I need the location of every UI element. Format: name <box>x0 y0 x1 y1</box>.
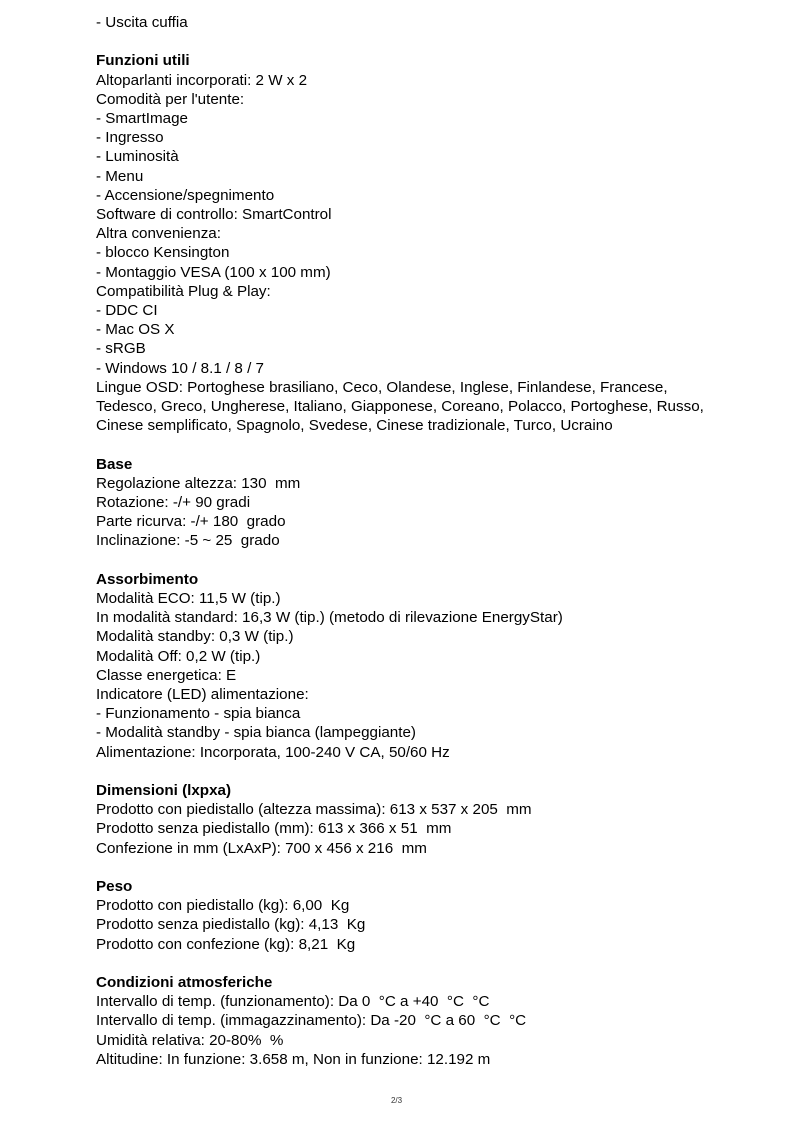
text-line: - Uscita cuffia <box>96 14 188 31</box>
blank-line <box>96 762 776 781</box>
text-line: Compatibilità Plug & Play: <box>96 282 271 300</box>
page-number: 2/3 <box>390 1096 403 1105</box>
section-heading: Assorbimento <box>96 570 199 588</box>
text-line: Altra convenienza: <box>96 225 221 243</box>
text-line: Alimentazione: Incorporata, 100-240 V CA, 50/60 Hz <box>96 743 450 761</box>
text-line: Prodotto con confezione (kg): 8,21 Kg <box>96 935 356 953</box>
document-body <box>96 13 776 1069</box>
text-line: Intervallo di temp. (funzionamento): Da 0 °C a +40 °C °C <box>96 993 490 1011</box>
text-line: Parte ricurva: -/+ 180 grado <box>96 513 286 531</box>
section-heading: Condizioni atmosferiche <box>96 974 273 992</box>
text-line: - SmartImage <box>96 110 188 127</box>
text-line: Comodità per l'utente: <box>96 90 245 108</box>
section-heading: Dimensioni (lxpxa) <box>96 782 232 800</box>
text-line: Altoparlanti incorporati: 2 W x 2 <box>96 71 308 89</box>
text-line: Regolazione altezza: 130 mm <box>96 474 301 492</box>
text-line: - Montaggio VESA (100 x 100 mm) <box>96 263 331 281</box>
text-line: Indicatore (LED) alimentazione: <box>96 686 309 704</box>
text-line: Intervallo di temp. (immagazzinamento): Da -20 °C a 60 °C °C <box>96 1012 527 1030</box>
text-line: Lingue OSD: Portoghese brasiliano, Ceco, Olandese, Inglese, Finlandese, Francese, <box>96 378 668 396</box>
section-heading: Base <box>96 455 133 473</box>
text-line: Tedesco, Greco, Ungherese, Italiano, Giapponese, Coreano, Polacco, Portoghese, Russo, <box>96 398 704 416</box>
blank-line <box>96 435 776 454</box>
text-line: - Accensione/spegnimento <box>96 186 275 204</box>
text-line: Modalità standby: 0,3 W (tip.) <box>96 628 294 646</box>
text-line: Confezione in mm (LxAxP): 700 x 456 x 216 mm <box>96 839 427 857</box>
text-line: Software di controllo: SmartControl <box>96 206 332 224</box>
text-line: Modalità ECO: 11,5 W (tip.) <box>96 590 281 608</box>
text-line: Prodotto con piedistallo (kg): 6,00 Kg <box>96 897 350 915</box>
text-line: - Windows 10 / 8.1 / 8 / 7 <box>96 359 264 377</box>
text-line: - sRGB <box>96 340 146 358</box>
text-line: Prodotto con piedistallo (altezza massima): 613 x 537 x 205 mm <box>96 801 532 819</box>
text-line: - Funzionamento - spia bianca <box>96 705 301 723</box>
text-line: - Mac OS X <box>96 321 175 339</box>
text-line: - Ingresso <box>96 129 164 147</box>
blank-line <box>96 32 776 51</box>
text-line: - DDC CI <box>96 302 158 320</box>
text-line: Modalità Off: 0,2 W (tip.) <box>96 647 261 665</box>
text-line: Altitudine: In funzione: 3.658 m, Non in funzione: 12.192 m <box>96 1050 491 1068</box>
text-line: Classe energetica: E <box>96 666 237 684</box>
blank-line <box>96 858 776 877</box>
section-heading: Peso <box>96 878 133 896</box>
text-line: - Modalità standby - spia bianca (lampeggiante) <box>96 724 416 742</box>
text-line: - blocco Kensington <box>96 244 230 262</box>
text-line: - Menu <box>96 167 144 185</box>
text-line: Prodotto senza piedistallo (mm): 613 x 366 x 51 mm <box>96 820 452 838</box>
text-line: In modalità standard: 16,3 W (tip.) (metodo di rilevazione EnergyStar) <box>96 609 563 627</box>
blank-line <box>96 551 776 570</box>
text-line: Cinese semplificato, Spagnolo, Svedese, Cinese tradizionale, Turco, Ucraino <box>96 417 613 435</box>
text-line: Prodotto senza piedistallo (kg): 4,13 Kg <box>96 916 366 934</box>
text-line: Inclinazione: -5 ~ 25 grado <box>96 532 280 550</box>
text-line: Umidità relativa: 20-80% % <box>96 1031 284 1049</box>
text-line: Rotazione: -/+ 90 gradi <box>96 494 251 512</box>
section-heading: Funzioni utili <box>96 52 190 70</box>
text-line: - Luminosità <box>96 148 179 166</box>
blank-line <box>96 954 776 973</box>
